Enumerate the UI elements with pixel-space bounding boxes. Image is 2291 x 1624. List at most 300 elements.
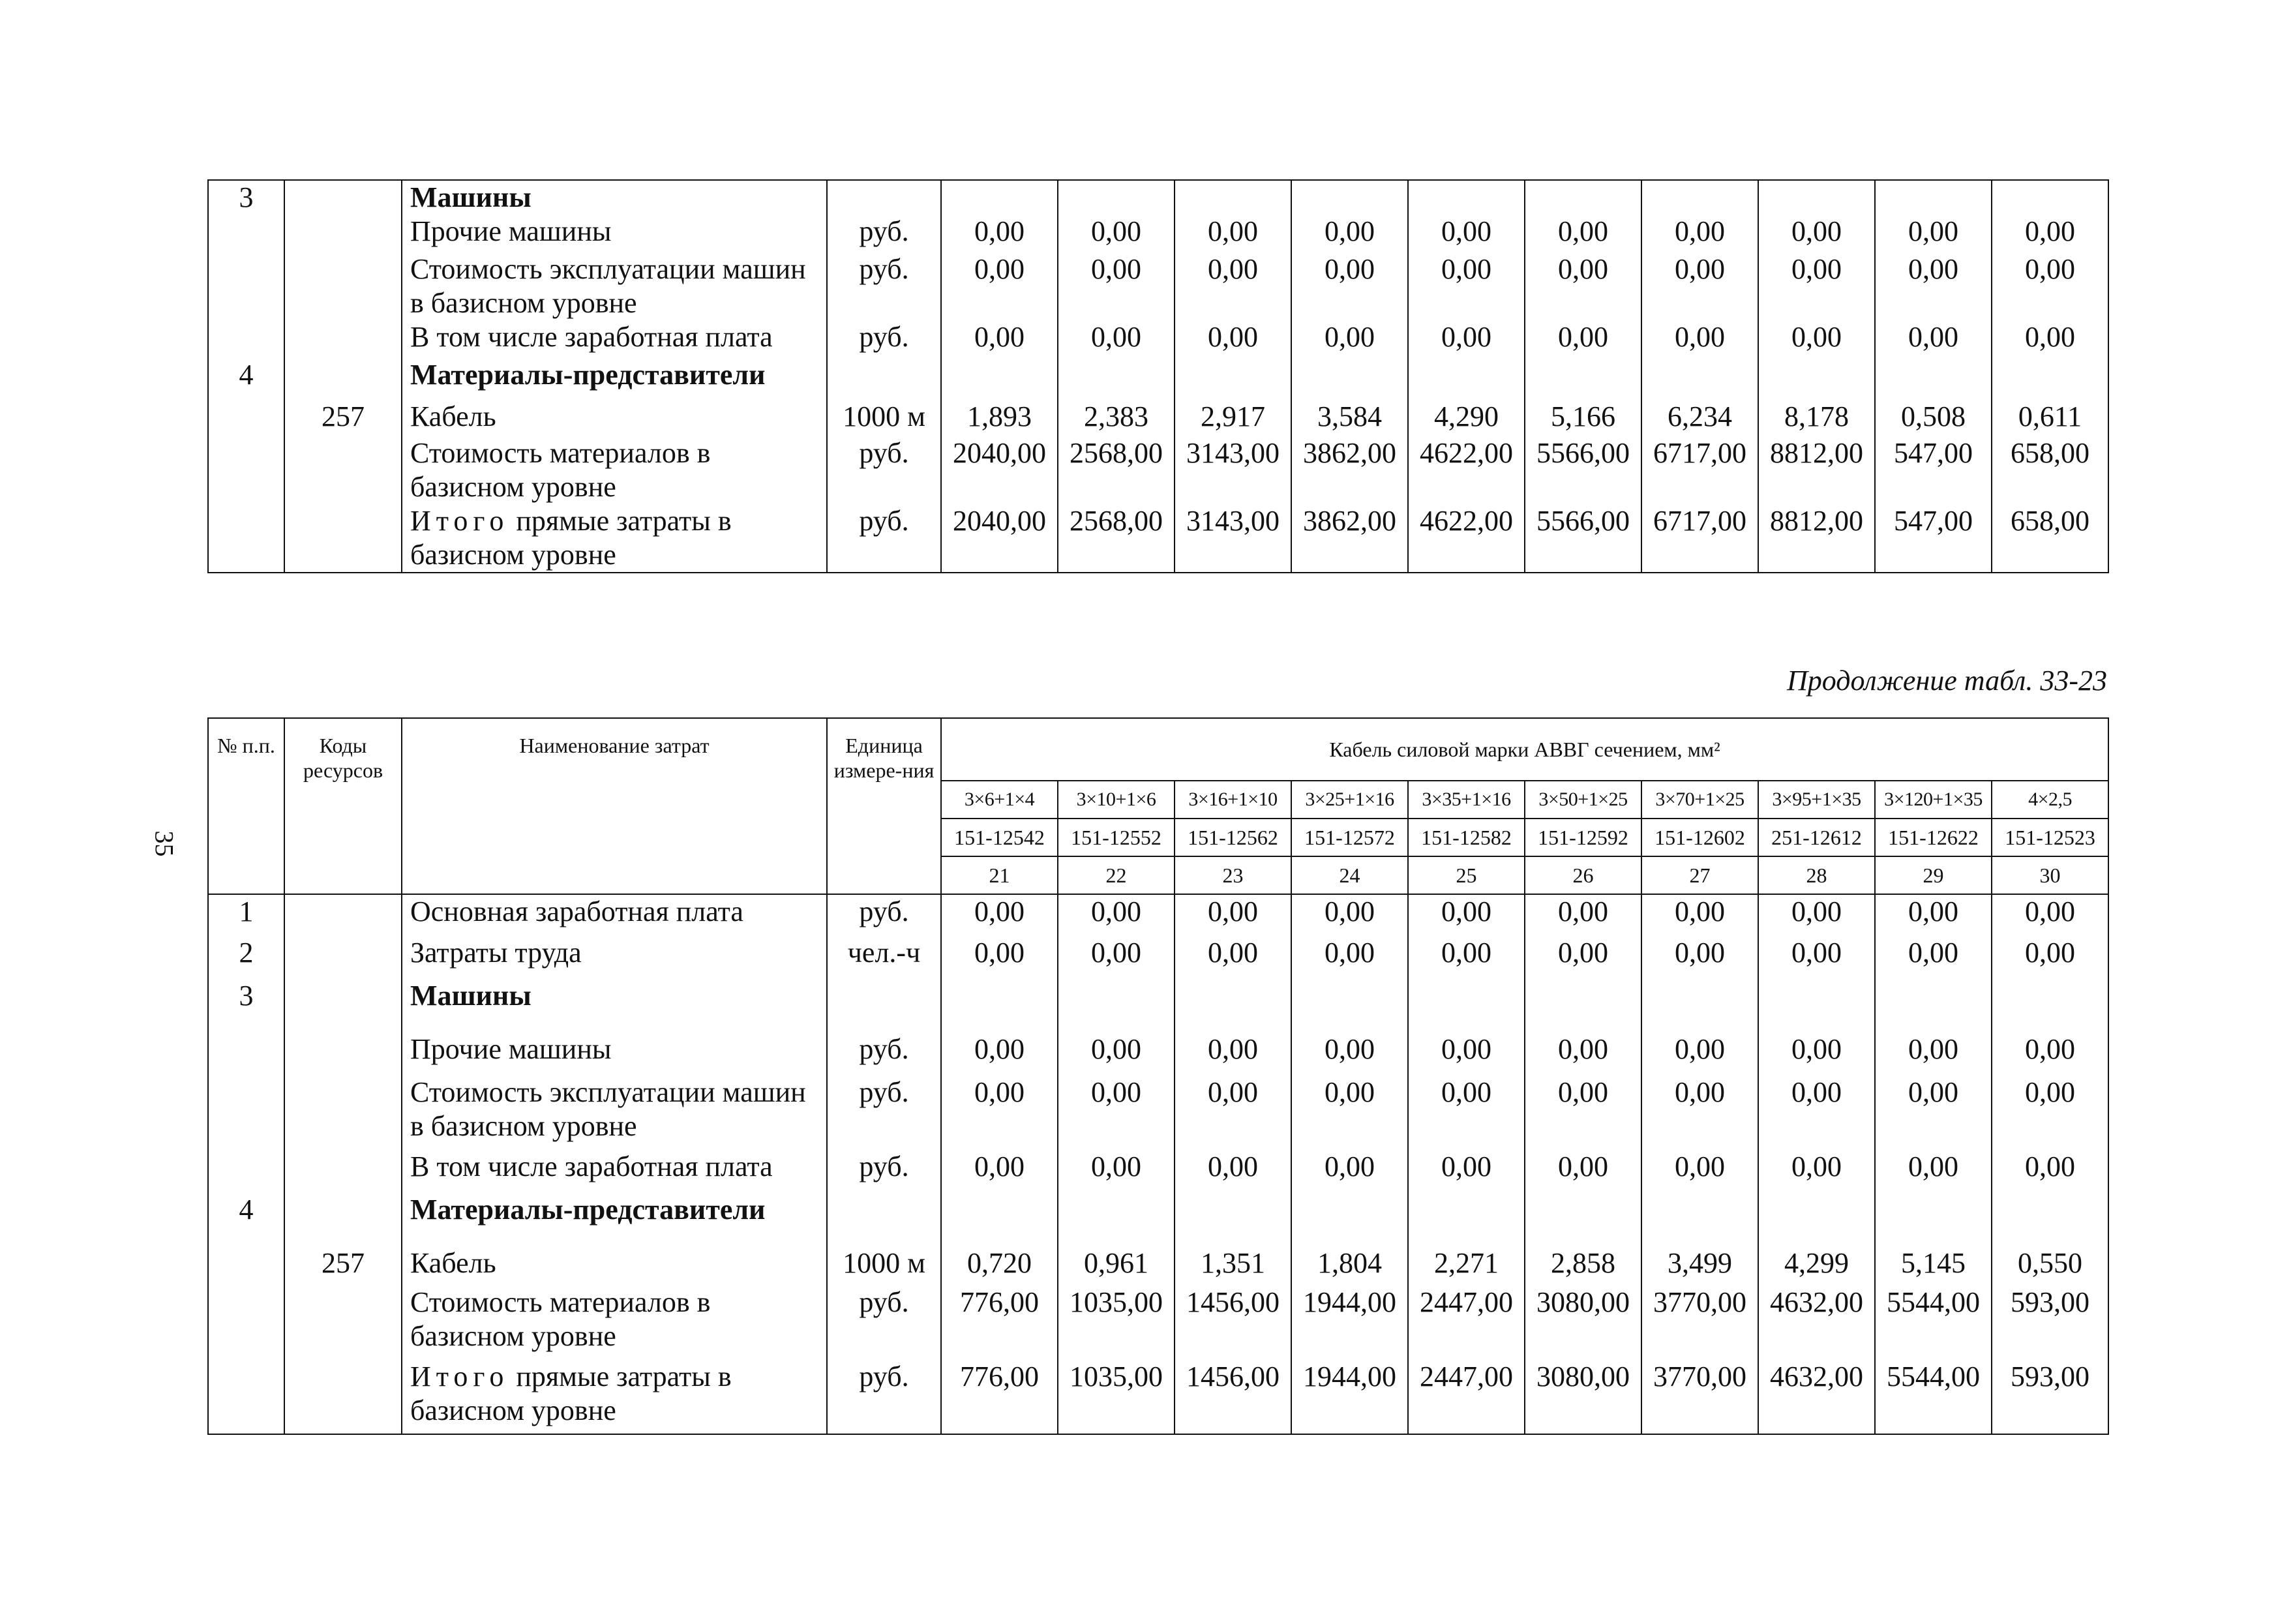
value-cell: 0,00 — [1875, 894, 1992, 936]
header-unit: Единица измере-ния — [827, 718, 941, 894]
value-cell — [1875, 1193, 1992, 1246]
row-number — [208, 252, 284, 320]
row-number: 4 — [208, 358, 284, 400]
value-cell: 547,00 — [1875, 436, 1992, 504]
value-cell: 0,00 — [1175, 936, 1291, 979]
value-cell: 0,720 — [941, 1246, 1058, 1286]
value-cell — [1992, 979, 2108, 1032]
value-cell: 2568,00 — [1058, 436, 1175, 504]
resource-code — [284, 215, 402, 252]
header-col-number: 28 — [1758, 856, 1875, 894]
table-row — [208, 358, 2108, 400]
value-cell: 0,00 — [1641, 1150, 1758, 1193]
value-cell: 0,00 — [1058, 936, 1175, 979]
value-cell: 0,00 — [1408, 1150, 1525, 1193]
table-row — [208, 320, 2108, 358]
cost-name: Основная заработная плата — [402, 894, 827, 936]
table-row — [208, 1150, 2108, 1193]
row-number — [208, 215, 284, 252]
value-cell: 0,00 — [1758, 894, 1875, 936]
row-number: 3 — [208, 979, 284, 1032]
value-cell: 5544,00 — [1875, 1286, 1992, 1360]
value-cell: 0,00 — [1992, 1150, 2108, 1193]
value-cell — [1058, 180, 1175, 215]
value-cell — [1175, 1193, 1291, 1246]
value-cell: 1,804 — [1291, 1246, 1408, 1286]
table-row — [208, 1246, 2108, 1286]
resource-code — [284, 180, 402, 215]
header-col-number: 22 — [1058, 856, 1175, 894]
value-cell: 658,00 — [1992, 504, 2108, 573]
value-cell — [1992, 358, 2108, 400]
resource-code — [284, 1032, 402, 1075]
value-cell: 3770,00 — [1641, 1286, 1758, 1360]
header-col-number: 23 — [1175, 856, 1291, 894]
value-cell — [941, 1193, 1058, 1246]
cost-name: Стоимость материалов в базисном уровне — [402, 1286, 827, 1360]
resource-code — [284, 504, 402, 573]
value-cell: 0,00 — [1525, 215, 1641, 252]
row-number — [208, 1150, 284, 1193]
unit: руб. — [827, 1286, 941, 1360]
value-cell: 0,00 — [1291, 1075, 1408, 1150]
table-top — [207, 179, 2109, 573]
value-cell: 4632,00 — [1758, 1360, 1875, 1434]
resource-code — [284, 1360, 402, 1434]
value-cell: 0,00 — [1992, 894, 2108, 936]
value-cell: 1,893 — [941, 400, 1058, 436]
row-number: 3 — [208, 180, 284, 215]
value-cell: 3143,00 — [1175, 436, 1291, 504]
value-cell — [1875, 358, 1992, 400]
header-col-number: 26 — [1525, 856, 1641, 894]
header-resource-code: 151-12552 — [1058, 819, 1175, 856]
value-cell: 0,00 — [1291, 936, 1408, 979]
value-cell: 593,00 — [1992, 1360, 2108, 1434]
unit — [827, 979, 941, 1032]
table-row — [208, 215, 2108, 252]
value-cell — [1758, 358, 1875, 400]
value-cell: 4622,00 — [1408, 436, 1525, 504]
value-cell: 0,00 — [1291, 894, 1408, 936]
unit: руб. — [827, 504, 941, 573]
value-cell: 0,00 — [1875, 252, 1992, 320]
value-cell — [1291, 180, 1408, 215]
unit: 1000 м — [827, 1246, 941, 1286]
cost-name: Материалы-представители — [402, 358, 827, 400]
value-cell: 0,00 — [1641, 320, 1758, 358]
value-cell — [1058, 979, 1175, 1032]
row-number — [208, 1360, 284, 1434]
cost-name: Машины — [402, 979, 827, 1032]
value-cell: 4632,00 — [1758, 1286, 1875, 1360]
value-cell: 0,00 — [1408, 936, 1525, 979]
table-row — [208, 400, 2108, 436]
cost-name: Стоимость эксплуатации машин в базисном уровне — [402, 1075, 827, 1150]
unit: руб. — [827, 1360, 941, 1434]
row-number — [208, 320, 284, 358]
value-cell: 2447,00 — [1408, 1286, 1525, 1360]
table-row — [208, 1286, 2108, 1360]
value-cell — [1641, 358, 1758, 400]
value-cell — [1992, 1193, 2108, 1246]
value-cell: 0,00 — [1875, 320, 1992, 358]
value-cell: 0,00 — [1175, 215, 1291, 252]
value-cell: 0,00 — [1875, 1075, 1992, 1150]
value-cell: 2,917 — [1175, 400, 1291, 436]
value-cell: 1035,00 — [1058, 1360, 1175, 1434]
value-cell: 0,00 — [1758, 320, 1875, 358]
unit — [827, 180, 941, 215]
value-cell — [1291, 358, 1408, 400]
value-cell — [1525, 979, 1641, 1032]
value-cell: 0,508 — [1875, 400, 1992, 436]
unit — [827, 1193, 941, 1246]
value-cell — [1175, 358, 1291, 400]
value-cell: 0,611 — [1992, 400, 2108, 436]
value-cell: 0,00 — [1992, 252, 2108, 320]
value-cell: 0,00 — [1875, 936, 1992, 979]
header-section: 3×95+1×35 — [1758, 781, 1875, 819]
row-number — [208, 400, 284, 436]
value-cell: 3862,00 — [1291, 436, 1408, 504]
resource-code — [284, 320, 402, 358]
header-resource-code: 151-12572 — [1291, 819, 1408, 856]
unit: чел.-ч — [827, 936, 941, 979]
value-cell: 0,00 — [1641, 215, 1758, 252]
value-cell: 3080,00 — [1525, 1286, 1641, 1360]
cost-name — [402, 1360, 827, 1434]
resource-code: 257 — [284, 1246, 402, 1286]
cost-name: В том числе заработная плата — [402, 1150, 827, 1193]
value-cell: 0,00 — [941, 1032, 1058, 1075]
value-cell — [1408, 180, 1525, 215]
value-cell: 0,00 — [1058, 320, 1175, 358]
value-cell — [1408, 1193, 1525, 1246]
table-row — [208, 936, 2108, 979]
value-cell: 0,00 — [1992, 215, 2108, 252]
value-cell — [1875, 180, 1992, 215]
unit: руб. — [827, 1032, 941, 1075]
cost-name: Прочие машины — [402, 215, 827, 252]
row-number — [208, 504, 284, 573]
value-cell: 776,00 — [941, 1360, 1058, 1434]
value-cell: 0,00 — [1408, 1032, 1525, 1075]
value-cell: 6,234 — [1641, 400, 1758, 436]
value-cell: 8,178 — [1758, 400, 1875, 436]
value-cell: 2,858 — [1525, 1246, 1641, 1286]
row-number — [208, 1246, 284, 1286]
row-number: 2 — [208, 936, 284, 979]
value-cell: 0,00 — [1058, 1032, 1175, 1075]
header-resource-code: 151-12562 — [1175, 819, 1291, 856]
resource-code — [284, 1193, 402, 1246]
value-cell: 0,00 — [1291, 1032, 1408, 1075]
resource-code — [284, 252, 402, 320]
unit: руб. — [827, 1150, 941, 1193]
value-cell — [1175, 180, 1291, 215]
cost-name: Стоимость материалов в базисном уровне — [402, 436, 827, 504]
value-cell — [1758, 180, 1875, 215]
value-cell — [941, 180, 1058, 215]
header-resource-code: 151-12622 — [1875, 819, 1992, 856]
table-row — [208, 504, 2108, 573]
header-col-number: 21 — [941, 856, 1058, 894]
value-cell — [1525, 1193, 1641, 1246]
value-cell — [1758, 1193, 1875, 1246]
table-header — [208, 718, 2108, 894]
header-name: Наименование затрат — [402, 718, 827, 894]
value-cell: 0,00 — [1291, 320, 1408, 358]
cost-name: Прочие машины — [402, 1032, 827, 1075]
resource-code — [284, 979, 402, 1032]
row-number — [208, 1286, 284, 1360]
value-cell: 0,00 — [941, 1075, 1058, 1150]
page-number: 35 — [149, 830, 179, 857]
value-cell: 5,145 — [1875, 1246, 1992, 1286]
value-cell: 0,00 — [1525, 936, 1641, 979]
value-cell: 0,00 — [1058, 894, 1175, 936]
unit — [827, 358, 941, 400]
table-row — [208, 1032, 2108, 1075]
resource-code — [284, 1150, 402, 1193]
value-cell: 0,00 — [1525, 252, 1641, 320]
value-cell: 0,00 — [1408, 215, 1525, 252]
table-row — [208, 252, 2108, 320]
cost-name-rest: прямые затраты в базисном уровне — [410, 1361, 732, 1426]
value-cell: 3862,00 — [1291, 504, 1408, 573]
value-cell: 0,00 — [1525, 1150, 1641, 1193]
value-cell: 2,271 — [1408, 1246, 1525, 1286]
value-cell — [1291, 979, 1408, 1032]
value-cell: 0,00 — [1058, 1150, 1175, 1193]
resource-code — [284, 436, 402, 504]
value-cell — [1641, 180, 1758, 215]
header-section: 3×6+1×4 — [941, 781, 1058, 819]
header-col-number: 25 — [1408, 856, 1525, 894]
header-no: № п.п. — [208, 718, 284, 894]
value-cell: 0,00 — [1758, 1150, 1875, 1193]
cost-name-spaced: Итого — [410, 1361, 509, 1392]
value-cell — [1758, 979, 1875, 1032]
value-cell: 0,00 — [1875, 1032, 1992, 1075]
unit: руб. — [827, 252, 941, 320]
value-cell: 0,00 — [1641, 1032, 1758, 1075]
value-cell — [1175, 979, 1291, 1032]
value-cell: 0,00 — [1758, 215, 1875, 252]
table-bottom-body — [208, 894, 2108, 1434]
unit: руб. — [827, 436, 941, 504]
value-cell: 1456,00 — [1175, 1286, 1291, 1360]
header-section: 4×2,5 — [1992, 781, 2108, 819]
value-cell: 1944,00 — [1291, 1360, 1408, 1434]
value-cell: 3080,00 — [1525, 1360, 1641, 1434]
resource-code — [284, 1286, 402, 1360]
header-col-number: 24 — [1291, 856, 1408, 894]
value-cell: 5,166 — [1525, 400, 1641, 436]
value-cell: 0,00 — [1641, 1075, 1758, 1150]
value-cell: 0,00 — [1992, 1075, 2108, 1150]
value-cell: 4,299 — [1758, 1246, 1875, 1286]
value-cell: 0,00 — [1525, 894, 1641, 936]
value-cell: 0,00 — [1058, 252, 1175, 320]
unit: 1000 м — [827, 400, 941, 436]
cost-name: Стоимость эксплуатации машин в базисном уровне — [402, 252, 827, 320]
resource-code — [284, 358, 402, 400]
value-cell: 2040,00 — [941, 504, 1058, 573]
value-cell: 0,00 — [1291, 215, 1408, 252]
cost-name — [402, 504, 827, 573]
table-continuation-caption: Продолжение табл. 33-23 — [1787, 665, 2107, 697]
cost-name-rest: прямые затраты в базисном уровне — [410, 505, 732, 571]
header-section: 3×50+1×25 — [1525, 781, 1641, 819]
value-cell: 0,00 — [1058, 215, 1175, 252]
value-cell: 0,00 — [941, 252, 1058, 320]
value-cell: 6717,00 — [1641, 436, 1758, 504]
unit: руб. — [827, 1075, 941, 1150]
resource-code: 257 — [284, 400, 402, 436]
table-bottom — [207, 717, 2109, 1435]
value-cell: 0,00 — [1875, 215, 1992, 252]
value-cell: 0,00 — [1641, 252, 1758, 320]
header-resource-code: 151-12523 — [1992, 819, 2108, 856]
cost-name: Затраты труда — [402, 936, 827, 979]
value-cell: 0,00 — [1992, 936, 2108, 979]
value-cell: 0,00 — [1525, 1075, 1641, 1150]
cost-name-spaced: Итого — [410, 505, 509, 537]
header-group: Кабель силовой марки АВВГ сечением, мм² — [941, 718, 2108, 781]
value-cell: 8812,00 — [1758, 504, 1875, 573]
value-cell: 0,00 — [1175, 1032, 1291, 1075]
value-cell — [1058, 358, 1175, 400]
value-cell: 0,961 — [1058, 1246, 1175, 1286]
value-cell: 0,00 — [1408, 894, 1525, 936]
header-resource-code: 151-12602 — [1641, 819, 1758, 856]
header-resource-code: 151-12592 — [1525, 819, 1641, 856]
resource-code — [284, 936, 402, 979]
value-cell: 4622,00 — [1408, 504, 1525, 573]
table-row — [208, 180, 2108, 215]
table-row — [208, 1360, 2108, 1434]
table-row — [208, 436, 2108, 504]
cost-name: В том числе заработная плата — [402, 320, 827, 358]
value-cell: 0,00 — [1408, 1075, 1525, 1150]
value-cell — [1525, 180, 1641, 215]
unit: руб. — [827, 215, 941, 252]
value-cell — [1408, 358, 1525, 400]
cost-name: Машины — [402, 180, 827, 215]
header-section: 3×10+1×6 — [1058, 781, 1175, 819]
value-cell: 5544,00 — [1875, 1360, 1992, 1434]
header-resource-code: 151-12542 — [941, 819, 1058, 856]
unit: руб. — [827, 320, 941, 358]
table-row — [208, 1193, 2108, 1246]
value-cell: 0,00 — [1992, 320, 2108, 358]
value-cell: 0,00 — [1175, 320, 1291, 358]
value-cell — [1992, 180, 2108, 215]
value-cell — [1058, 1193, 1175, 1246]
value-cell: 0,00 — [1175, 252, 1291, 320]
value-cell: 4,290 — [1408, 400, 1525, 436]
unit: руб. — [827, 894, 941, 936]
value-cell — [1641, 1193, 1758, 1246]
table-top-body — [208, 180, 2108, 573]
value-cell: 0,00 — [1758, 936, 1875, 979]
value-cell: 547,00 — [1875, 504, 1992, 573]
header-col-number: 30 — [1992, 856, 2108, 894]
row-number: 4 — [208, 1193, 284, 1246]
header-codes: Коды ресурсов — [284, 718, 402, 894]
value-cell — [1408, 979, 1525, 1032]
value-cell: 6717,00 — [1641, 504, 1758, 573]
value-cell: 1035,00 — [1058, 1286, 1175, 1360]
value-cell: 0,00 — [941, 215, 1058, 252]
value-cell: 0,00 — [1758, 1032, 1875, 1075]
header-section: 3×16+1×10 — [1175, 781, 1291, 819]
value-cell: 2447,00 — [1408, 1360, 1525, 1434]
value-cell — [1291, 1193, 1408, 1246]
cost-name: Кабель — [402, 1246, 827, 1286]
value-cell: 0,00 — [1058, 1075, 1175, 1150]
value-cell: 5566,00 — [1525, 504, 1641, 573]
value-cell: 0,00 — [1875, 1150, 1992, 1193]
value-cell: 0,00 — [1291, 252, 1408, 320]
value-cell: 3770,00 — [1641, 1360, 1758, 1434]
cost-name: Материалы-представители — [402, 1193, 827, 1246]
row-number — [208, 436, 284, 504]
value-cell — [1641, 979, 1758, 1032]
value-cell: 0,00 — [1758, 252, 1875, 320]
value-cell: 0,00 — [1525, 1032, 1641, 1075]
cost-name: Кабель — [402, 400, 827, 436]
value-cell: 3,499 — [1641, 1246, 1758, 1286]
value-cell: 593,00 — [1992, 1286, 2108, 1360]
header-resource-code: 251-12612 — [1758, 819, 1875, 856]
header-col-number: 29 — [1875, 856, 1992, 894]
value-cell: 3,584 — [1291, 400, 1408, 436]
value-cell: 0,00 — [1408, 252, 1525, 320]
value-cell: 1,351 — [1175, 1246, 1291, 1286]
value-cell: 8812,00 — [1758, 436, 1875, 504]
value-cell: 0,00 — [1641, 894, 1758, 936]
header-section: 3×120+1×35 — [1875, 781, 1992, 819]
value-cell: 0,00 — [1525, 320, 1641, 358]
header-section: 3×35+1×16 — [1408, 781, 1525, 819]
value-cell: 2040,00 — [941, 436, 1058, 504]
value-cell: 0,550 — [1992, 1246, 2108, 1286]
value-cell: 0,00 — [1758, 1075, 1875, 1150]
row-number — [208, 1075, 284, 1150]
value-cell: 0,00 — [1175, 1075, 1291, 1150]
value-cell: 0,00 — [941, 320, 1058, 358]
value-cell — [1525, 358, 1641, 400]
value-cell: 1944,00 — [1291, 1286, 1408, 1360]
value-cell: 0,00 — [941, 1150, 1058, 1193]
value-cell: 3143,00 — [1175, 504, 1291, 573]
value-cell: 2568,00 — [1058, 504, 1175, 573]
row-number: 1 — [208, 894, 284, 936]
value-cell: 0,00 — [1291, 1150, 1408, 1193]
header-section: 3×25+1×16 — [1291, 781, 1408, 819]
table-row — [208, 894, 2108, 936]
value-cell: 0,00 — [1992, 1032, 2108, 1075]
table-row — [208, 1075, 2108, 1150]
value-cell: 2,383 — [1058, 400, 1175, 436]
resource-code — [284, 1075, 402, 1150]
value-cell: 776,00 — [941, 1286, 1058, 1360]
value-cell: 5566,00 — [1525, 436, 1641, 504]
value-cell: 0,00 — [1175, 1150, 1291, 1193]
